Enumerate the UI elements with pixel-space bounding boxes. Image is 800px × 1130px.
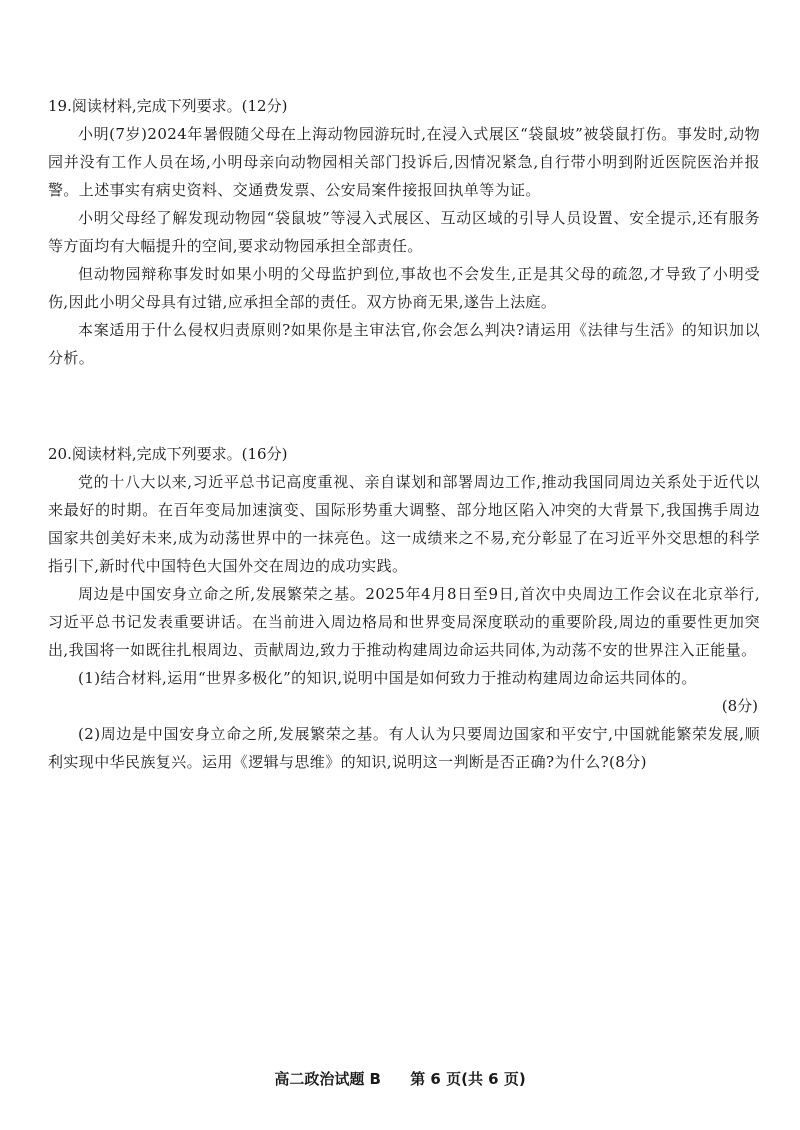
footer-subject: 高二政治试题 B (274, 1070, 381, 1088)
question-20-material-2: 周边是中国安身立命之所,发展繁荣之基。2025年4月8日至9日,首次中央周边工作会议在北京举行,习近平总书记发表重要讲话。在当前进入周边格局和世界变局深度联动的重要阶段,周边的重要性更加突出,我国将一如既往扎根周边、贡献周边,致力于推动构建周边命运共同体,为动荡不安的世界注入正能量。 (48, 585, 760, 659)
footer-page-number: 第 6 页(共 6 页) (410, 1070, 526, 1088)
question-20-heading: 20.阅读材料,完成下列要求。(16分) (48, 445, 288, 463)
question-20-subquestion-1-score: (8分) (721, 697, 758, 715)
question-19-material-2: 小明父母经了解发现动物园“袋鼠坡”等浸入式展区、互动区域的引导人员设置、安全提示,还有服务等方面均有大幅提升的空间,要求动物园承担全部责任。 (48, 209, 760, 255)
question-19 (48, 92, 760, 372)
question-19-material-1: 小明(7岁)2024年暑假随父母在上海动物园游玩时,在浸入式展区“袋鼠坡”被袋鼠打伤。事发时,动物园并没有工作人员在场,小明母亲向动物园相关部门投诉后,因情况紧急,自行带小明到附近医院医治并报警。上述事实有病史资料、交通费发票、公安局案件接报回执单等为证。 (48, 125, 760, 199)
question-19-material-3: 但动物园辩称事发时如果小明的父母监护到位,事故也不会发生,正是其父母的疏忽,才导致了小明受伤,因此小明父母具有过错,应承担全部的责任。双方协商无果,遂告上法庭。 (48, 265, 760, 311)
question-19-prompt: 本案适用于什么侵权归责原则?如果你是主审法官,你会怎么判决?请运用《法律与生活》的知识加以分析。 (48, 321, 760, 367)
question-19-heading: 19.阅读材料,完成下列要求。(12分) (48, 97, 288, 115)
question-20 (48, 440, 760, 776)
page-footer (0, 1068, 800, 1089)
question-20-subquestion-2: (2)周边是中国安身立命之所,发展繁荣之基。有人认为只要周边国家和平安宁,中国就能繁荣发展,顺利实现中华民族复兴。运用《逻辑与思维》的知识,说明这一判断是否正确?为什么?(8分) (48, 725, 760, 771)
question-20-subquestion-1: (1)结合材料,运用“世界多极化”的知识,说明中国是如何致力于推动构建周边命运共同体的。 (78, 669, 697, 687)
question-20-material-1: 党的十八大以来,习近平总书记高度重视、亲自谋划和部署周边工作,推动我国同周边关系处于近代以来最好的时期。在百年变局加速演变、国际形势重大调整、部分地区陷入冲突的大背景下,我国携手周边国家共创美好未来,成为动荡世界中的一抹亮色。这一成绩来之不易,充分彰显了在习近平外交思想的科学指引下,新时代中国特色大国外交在周边的成功实践。 (48, 473, 760, 575)
